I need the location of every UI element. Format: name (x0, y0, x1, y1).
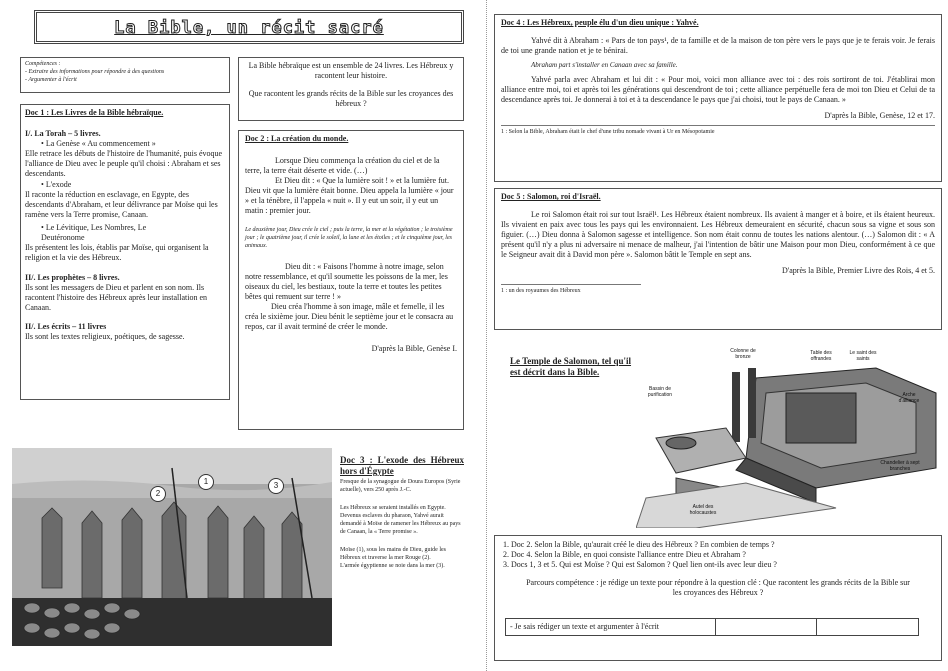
fresco-marker: 1 (198, 474, 214, 490)
doc1-text: Elle retrace les débuts de l'histoire de l'humanité, puis évoque l'alliance de Dieu avec le peuple qu'il choisi : Abraham et ses descendants. (25, 149, 223, 178)
doc5-footnote: 1 : un des royaumes des Hébreux (501, 288, 581, 294)
skill-table (505, 618, 919, 636)
temple-title: Le Temple de Salomon, tel qu'il est décrit dans la Bible. (510, 356, 632, 377)
skill-eval-cell (816, 619, 916, 635)
doc4-footnote-rule (501, 125, 935, 136)
fresco-marker: 3 (268, 478, 284, 494)
doc4-paragraph: Yahvé dit à Abraham : « Pars de ton pays¹, de ta famille et de la maison de ton père vers le pays que je te ferais voir. Je ferais de toi une grande nation et je te bénirai. (501, 36, 935, 55)
doc1-bullet-text: L'exode (45, 180, 72, 189)
doc3-title: Doc 3 : L'exode des Hébreux hors d'Égypte (340, 455, 464, 476)
intro-text: La Bible hébraïque est un ensemble de 24 livres. Les Hébreux y racontent leur histoire. (248, 61, 454, 80)
doc4-paragraph: Abraham part s'installer en Canaan avec sa famille. (531, 61, 678, 69)
fresco-illustration (12, 448, 332, 646)
doc1-bullet: • L'exode (41, 180, 72, 189)
temple-label-arche: Arche d'alliance (898, 392, 920, 404)
doc1-text: Ils sont les textes religieux, poétiques, de sagesse. (25, 332, 185, 341)
doc3-paragraph: Moïse (1), sous les mains de Dieu, guide les Hébreux et traverse la mer Rouge (2). (340, 547, 446, 561)
doc3-paragraph: L'armée égyptienne se noie dans la mer (3). (340, 563, 445, 569)
competences-heading: Compétences : (25, 61, 61, 67)
doc1-bullet: • La Genèse « Au commencement » (41, 139, 156, 148)
intro-question: Que racontent les grands récits de la Bible sur les croyances des hébreux ? (248, 89, 454, 108)
parcours-competence: Parcours compétence : je rédige un texte pour répondre à la question clé : Que racontent les grands récits de la Bible sur les croyances des Hébreux ? (526, 578, 910, 597)
doc1-section-title: II/. Les écrits – 11 livres (25, 322, 107, 331)
doc4-title: Doc 4 : Les Hébreux, peuple élu d'un dieu unique : Yahvé. (501, 18, 699, 27)
doc1-bullet-text: Le Lévitique, Les Nombres, Le Deutéronome (41, 223, 147, 242)
skill-eval-cell (716, 619, 817, 635)
doc2-paragraph: Lorsque Dieu commença la création du ciel et de la terre, la terre était déserte et vide. (…) (245, 156, 440, 175)
question-item: 3. Docs 1, 3 et 5. Qui est Moïse ? Qui est Salomon ? Quel lien ont-ils avec leur dieu ? (503, 560, 777, 569)
page-title: La Bible, un récit sacré (114, 18, 384, 38)
skill-cell (506, 619, 716, 635)
fresco-marker: 2 (150, 486, 166, 502)
doc1-text: Ils sont les messagers de Dieu et parlent en son nom. Ils racontent l'histoire des Hébreux après leur installation en Canaan. (25, 283, 208, 312)
doc1-bullet-text: La Genèse « Au commencement » (45, 139, 156, 148)
doc3-caption: Fresque de la synagogue de Doura Europos (Syrie actuelle), vers 250 après J.-C. (340, 479, 461, 493)
doc1-section-title: II/. Les prophètes – 8 livres. (25, 273, 120, 282)
page-title-box (34, 10, 464, 44)
questions-box (494, 535, 942, 661)
doc2-source: D'après la Bible, Genèse I. (371, 344, 457, 353)
intro-box (238, 57, 464, 121)
doc2-paragraph: Le deuxième jour, Dieu crée le ciel ; puis la terre, la mer et la végétation ; le troisième jour ; le quatrième jour, il crée le soleil, la lune et les étoiles ; et le cinquième jour, les animaux. (245, 227, 453, 249)
competence-item: - Extraire des informations pour répondre à des questions (25, 69, 165, 75)
doc5-box (494, 188, 942, 330)
temple-label-chandelier: Chandelier à sept branches (880, 460, 920, 472)
doc2-paragraph: Dieu dit : « Faisons l'homme à notre image, selon notre ressemblance, et qu'il soumette les poissons de la mer, les oiseaux du ciel, les bestiaux, toute la terre et toutes les petites bêtes qui remuent sur terre ! » (245, 262, 448, 301)
skill-text: - Je sais rédiger un texte et argumenter à l'écrit (510, 622, 660, 631)
doc2-title: Doc 2 : La création du monde. (245, 134, 349, 143)
temple-label-autel: Autel des holocaustes (689, 504, 717, 516)
doc2-box (238, 130, 464, 430)
exodus-fresco-image (12, 448, 332, 646)
doc3-paragraph: Les Hébreux se seraient installés en Egypte. Devenus esclaves du pharaon, Yahvé aurait demandé à Moïse de ramener les Hébreux au pays de Canaan, la « Terre promise ». (340, 505, 461, 535)
doc4-paragraph: Yahvé parla avec Abraham et lui dit : « Pour moi, voici mon alliance avec toi : des rois sortiront de toi. J'établirai mon alliance entre moi, toi et après toi les générations qui descendront de toi ; cette alliance perpétuelle fera de moi ton Dieu et Celui de ta descendance après toi. Je donnerai à toi et à ta descendance le pays que j'ai choisi, tout le pays de Canaan. » (501, 75, 935, 104)
doc1-section-title: I/. La Torah – 5 livres. (25, 129, 101, 138)
doc2-paragraph: Dieu créa l'homme à son image, mâle et femelle, il les créa le sixième jour. Dieu bénit le septième jour et le consacra au repos, car il avait terminé de créer le monde. (245, 302, 454, 331)
doc1-text: Ils présentent les lois, établis par Moïse, qui organisent la religion et la vie des Hébreux. (25, 243, 209, 262)
temple-drawing (636, 338, 942, 528)
doc1-title: Doc 1 : Les Livres de la Bible hébraïque. (25, 108, 164, 117)
doc5-paragraph: Le roi Salomon était roi sur tout Israël¹. Les Hébreux étaient nombreux. Ils avaient à manger et à boire, et ils étaient heureux. Ils vivaient en paix avec tous les pays qui les environnaient. Les Hébreux demeuraient en sécurité, chacun sous sa vigne et sous son figuier. (…) Dieu donna à Salomon sagesse et intelligence. Son nom était connu de toutes les nations alentour. (…) Salomon dit : « A présent qu'il n'y a plus ni adversaire ni menace de malheur, j'ai l'intention de bâtir une Maison pour mon Dieu, conformément à ce que le Seigneur avait dit à David mon père ». Salomon bâtit le Temple en sept ans. (501, 210, 935, 259)
doc4-box (494, 14, 942, 182)
doc4-source: D'après la Bible, Genèse, 12 et 17. (824, 111, 935, 120)
temple-title-block (510, 356, 634, 378)
doc4-footnote: 1 : Selon la Bible, Abraham était le chef d'une tribu nomade vivant à Ur en Mésopotamie (501, 129, 715, 135)
doc1-box (20, 104, 230, 400)
page-fold (486, 0, 488, 671)
doc5-footnote-rule (501, 284, 641, 295)
doc3-text-block (340, 455, 464, 570)
temple-label-saint: Le saint des saints (849, 350, 877, 362)
competences-box (20, 57, 230, 93)
competence-item: - Argumenter à l'écrit (25, 77, 77, 83)
temple-label-table: Table des offrandes (810, 350, 832, 362)
temple-label-colonne: Colonne de bronze (730, 348, 756, 360)
doc5-source: D'après la Bible, Premier Livre des Rois, 4 et 5. (782, 266, 935, 275)
doc2-paragraph: Et Dieu dit : « Que la lumière soit ! » et la lumière fut. Dieu vit que la lumière était bonne. Dieu appela la lumière « jour » et la ténèbre, il l'appela « nuit ». Il y eut un soir, il y eut un matin : premier jour. (245, 176, 454, 215)
question-item: 2. Doc 4. Selon la Bible, en quoi consiste l'alliance entre Dieu et Abraham ? (503, 550, 746, 559)
doc1-bullet: • Le Lévitique, Les Nombres, Le Deutéronome (41, 223, 147, 242)
doc1-text: Il raconte la réduction en esclavage, en Egypte, des descendants d'Abraham, et leur délivrance par Moïse qui les ramène vers la Terre promise, Canaan. (25, 190, 218, 219)
temple-label-bassin: Bassin de purification (647, 386, 673, 398)
question-item: 1. Doc 2. Selon la Bible, qu'aurait créé le dieu des Hébreux ? En combien de temps ? (503, 540, 775, 549)
doc5-title: Doc 5 : Salomon, roi d'Israël. (501, 192, 601, 201)
temple-illustration (636, 338, 942, 528)
